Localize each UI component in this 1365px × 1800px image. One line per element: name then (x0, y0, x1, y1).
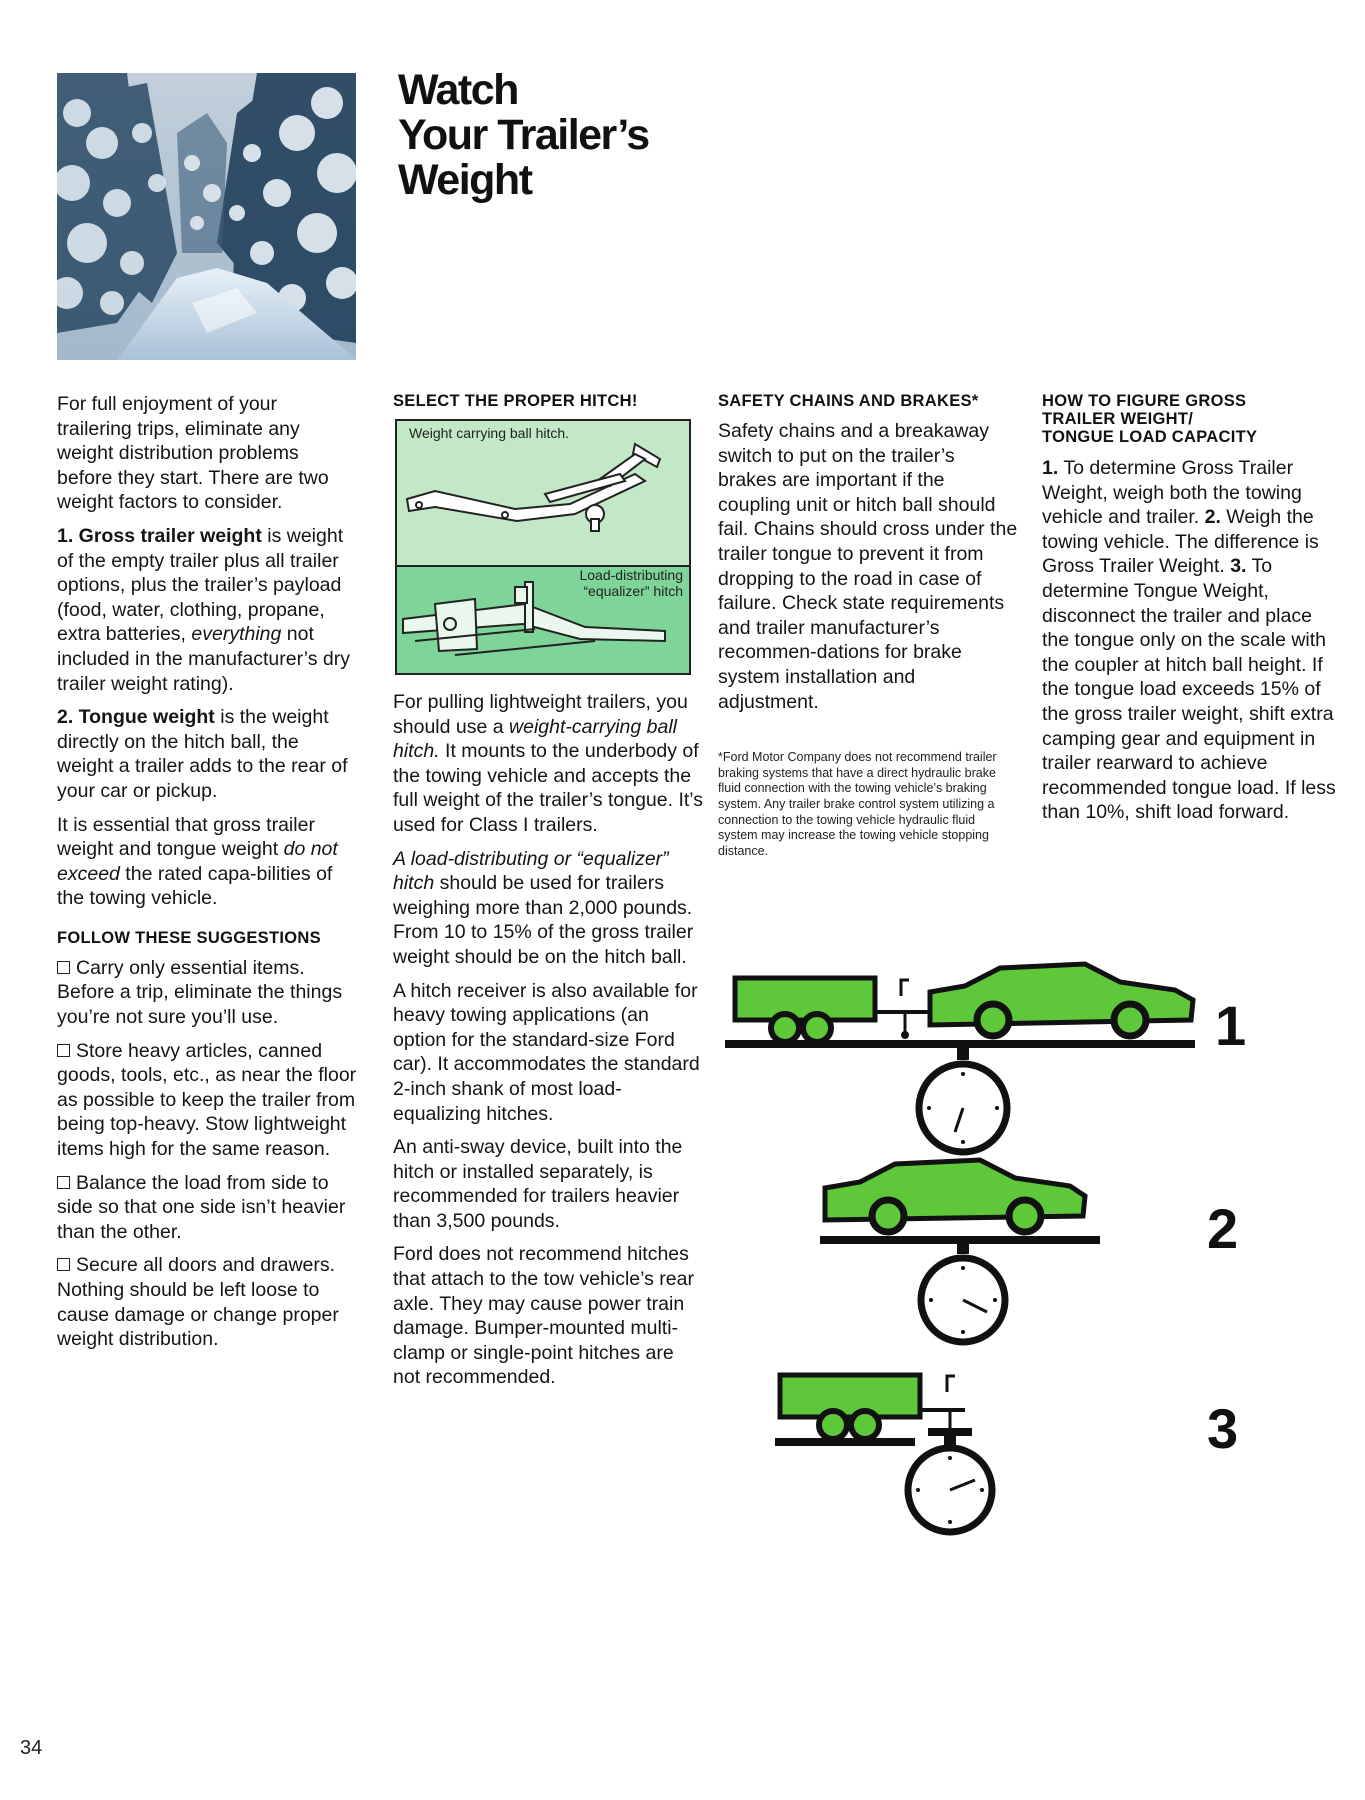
essential-emphasis: do not exceed (57, 838, 338, 885)
step-3-text: To determine Tongue Weight, disconnect the trailer and place the tongue only on the scale with the coupler at hitch ball height. If the tongue load exceeds 15% of the gross trailer weight, shift extra camping gear and equipment in trailer rearward to achieve recommended tongue load. If less than 10%, shift load forward. (1042, 555, 1336, 824)
ball-hitch-text-b: It mounts to the underbody of the towing vehicle and accepts the full weight of the trailer’s tongue. It’s used for Class I trailers. (393, 740, 704, 836)
checkbox-icon (57, 1258, 70, 1271)
title-line-3: Weight (398, 156, 532, 204)
gross-weight-paragraph (57, 524, 357, 696)
capacity-heading-line-2: TRAILER WEIGHT/ (1042, 410, 1194, 428)
car-icon (930, 964, 1193, 1025)
suggestions-heading: FOLLOW THESE SUGGESTIONS (57, 928, 321, 947)
ball-hitch-paragraph (393, 690, 703, 838)
hitch-heading: SELECT THE PROPER HITCH! (393, 392, 638, 410)
equalizer-text: should be used for trailers weighing more than 2,000 pounds. From 10 to 15% of the gross trailer weight should be on the hitch ball. (393, 872, 694, 968)
brake-footnote: *Ford Motor Company does not recommend trailer braking systems that have a direct hydraulic brake fluid connection with the towing vehicle’s braking system. Any trailer brake control system utilizing a connection to the towing vehicle hydraulic fluid system may increase the towing vehicle stopping distance. (718, 750, 997, 858)
checkbox-icon (57, 961, 70, 974)
step-1-graphic (725, 964, 1195, 1152)
step-1-number: 1. (1042, 457, 1059, 479)
anti-sway-paragraph: An anti-sway device, built into the hitch or installed separately, is recommended for trailers heavier than 3,500 pounds. (393, 1136, 683, 1232)
step-3-number: 3. (1230, 555, 1247, 578)
gross-weight-emphasis: everything (191, 623, 282, 646)
safety-paragraph: Safety chains and a breakaway switch to put on the trailer’s brakes are important if the coupling unit or hitch ball should fail. Chains should cross under the trailer tongue to prevent it from dropping to the road in case of failure. Check state requirements and trailer manufacturer’s recommen-dations for brake system installation and adjustment. (718, 420, 1018, 713)
step-2-numeral: 2 (1207, 1197, 1239, 1260)
suggestion-item (57, 1171, 357, 1245)
step-1-numeral: 1 (1215, 994, 1245, 1057)
equalizer-label-line-2: “equalizer” hitch (583, 583, 683, 599)
capacity-heading-line-3: TONGUE LOAD CAPACITY (1042, 428, 1258, 446)
essential-paragraph (57, 813, 357, 911)
gross-weight-label: 1. Gross trailer weight (57, 524, 262, 547)
gross-weight-text-b: not included in the manufacturer’s dry trailer weight rating). (57, 623, 351, 695)
step-2-text: Weigh the towing vehicle. The difference is Gross Trailer Weight. (1042, 506, 1319, 578)
suggestion-text: Secure all doors and drawers. Nothing should be left loose to cause damage or change proper weight distribution. (57, 1254, 339, 1351)
suggestion-text: Carry only essential items. Before a trip, eliminate the things you’re not sure you’ll use. (57, 956, 343, 1029)
trailer-icon (780, 1375, 920, 1417)
step-2-number: 2. (1204, 506, 1221, 529)
page-title (398, 68, 758, 203)
step-1-text: To determine Gross Trailer Weight, weigh both the towing vehicle and trailer. (1042, 457, 1302, 529)
trailer-icon (735, 978, 875, 1020)
essential-text-b: the rated capa-bilities of the towing vehicle. (57, 862, 333, 910)
not-recommended-paragraph: Ford does not recommend hitches that attach to the tow vehicle’s rear axle. They may cause power train damage. Bumper-mounted multi-clamp or single-point hitches are not recommended. (393, 1243, 694, 1389)
hitch-illustration (395, 419, 691, 675)
column-hitch (393, 392, 703, 1399)
suggestion-item (57, 1039, 357, 1162)
receiver-paragraph: A hitch receiver is also available for heavy towing applications (an option for the standard-size Ford car). It accommodates the standard 2-inch shank of most load-equalizing hitches. (393, 979, 700, 1125)
title-line-2: Your Trailer’s (398, 111, 649, 159)
tongue-weight-text: is the weight directly on the hitch ball, the weight a trailer adds to the rear of your car or pickup. (57, 706, 348, 802)
essential-text-a: It is essential that gross trailer weight and tongue weight (57, 813, 315, 861)
suggestion-item (57, 1253, 357, 1351)
tongue-weight-paragraph (57, 705, 357, 803)
title-line-1: Watch (398, 66, 518, 114)
suggestion-text: Balance the load from side to side so that one side isn’t heavier than the other. (57, 1171, 346, 1243)
equalizer-hitch-label (523, 567, 683, 599)
suggestion-item (57, 956, 357, 1030)
checkbox-icon (57, 1044, 70, 1057)
snowy-forest-photo (57, 73, 356, 360)
ball-hitch-emphasis: weight-carrying ball hitch. (393, 715, 678, 763)
car-icon (825, 1160, 1085, 1220)
equalizer-paragraph (393, 847, 703, 970)
checkbox-icon (57, 1176, 70, 1189)
column-capacity (1042, 392, 1342, 834)
capacity-paragraph (1042, 456, 1342, 825)
equalizer-emphasis: A load-distributing or “equalizer” hitch (393, 847, 669, 895)
suggestion-text: Store heavy articles, canned goods, tools, etc., as near the floor as possible to keep the trailer from being top-heavy. Stow lightweight items high for the same reason. (57, 1039, 357, 1161)
ball-hitch-text-a: For pulling lightweight trailers, you should use a (393, 691, 688, 738)
capacity-heading-line-1: HOW TO FIGURE GROSS (1042, 392, 1247, 410)
ball-hitch-label: Weight carrying ball hitch. (409, 425, 570, 441)
column-weight-factors (57, 392, 357, 1361)
step-2-graphic (820, 1160, 1100, 1342)
gross-weight-text-a: is weight of the empty trailer plus all trailer options, plus the trailer’s payload (food, water, clothing, propane, extra batteries, (57, 524, 344, 646)
step-3-graphic (775, 1375, 992, 1532)
step-3-numeral: 3 (1207, 1397, 1239, 1460)
equalizer-label-line-1: Load-distributing (579, 567, 683, 583)
intro-paragraph: For full enjoyment of your trailering trips, eliminate any weight distribution problems before they start. There are two weight factors to consider. (57, 393, 329, 514)
capacity-heading (1042, 392, 1342, 446)
safety-heading: SAFETY CHAINS AND BRAKES* (718, 392, 979, 410)
tongue-weight-label: 2. Tongue weight (57, 706, 215, 729)
weighing-diagram (725, 960, 1245, 1560)
page-number: 34 (20, 1737, 43, 1759)
column-safety (718, 392, 1018, 868)
